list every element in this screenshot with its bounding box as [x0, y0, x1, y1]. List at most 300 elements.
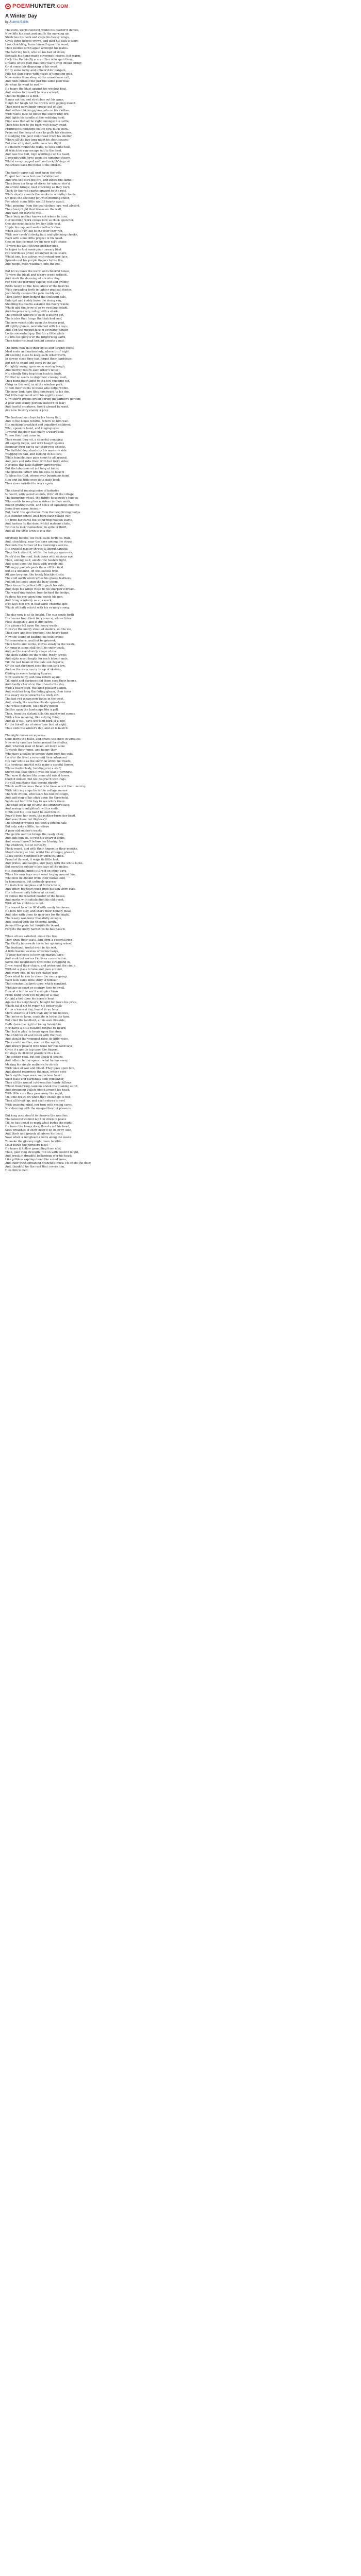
- poem-line: The wife within, who hears his hollow cough,: [5, 792, 69, 796]
- poemhunter-logo-icon: [5, 4, 11, 9]
- poem-line: The humming wheel, the thrifty housewife's tongue,: [5, 497, 79, 500]
- poem-line: And without looking-glass puts on his clothes.: [5, 109, 70, 113]
- poem-line: Heigh ho! heigh ho! he drawls with gaping mouth,: [5, 101, 77, 105]
- poem-line: Howe'er the merry shout of skaters, on the ice,: [5, 628, 72, 632]
- poem-line: But let us leave the warm and cheerful house,: [5, 270, 70, 274]
- poem-line: Who scolds to keep her maidens to their work,: [5, 500, 71, 504]
- poem-line: He feels how helpless and forlorn he is,: [5, 884, 61, 887]
- author-link[interactable]: Joanna Baillie: [9, 21, 29, 24]
- poem-line: Then from her heap of sticks for winter stor'd,: [5, 182, 71, 185]
- poem-line: Nor goes this little flattery unrewarded.: [5, 464, 62, 467]
- poem-line: With peaceful mind, nor torn with vexing cares,: [5, 1103, 73, 1107]
- poem-line: Is heard, with varied sounds, thro' all the village.: [5, 493, 75, 496]
- poem-line: When all is o'er, out to the door they run,: [5, 230, 63, 233]
- poem-line: When all are satisfied, about the fire: [5, 935, 57, 939]
- poem-line: Or by some lucky and unlook'd-for bargain,: [5, 69, 67, 73]
- poem-stanza: [5, 29, 180, 168]
- poem-line: Whilst thund'ring cannons shook the quaking earth,: [5, 1085, 79, 1089]
- poem-line: And bitter, big tears gush from his dim-worn eyes.: [5, 888, 76, 891]
- poem-line: Or on a harvest day, bound in an hour: [5, 1008, 59, 1012]
- poem-line: The faithful dog stands by his master's side: [5, 449, 67, 452]
- poem-line: Lo, o'er the frost a reverend form advances!: [5, 756, 68, 759]
- poem-line: And purs and rubs them with her furry sides;: [5, 460, 69, 464]
- poem-line: Just faintly colours the pale muddy sky.: [5, 292, 61, 295]
- poem-line: The lab'ring hind, who on his bed of straw,: [5, 50, 65, 54]
- poem-line: And seeing it enlighten'd with a smile,: [5, 807, 59, 810]
- poem-line: And, as the ever-hourly shape of eve: [5, 650, 57, 653]
- poem-line: Fastens his eye upon him, points his gun,: [5, 595, 63, 599]
- poem-line: And marks with satisfaction his old guest,: [5, 899, 64, 902]
- poem-line: The children sit and listen with the rest;: [5, 1033, 62, 1037]
- poem-line: Till night and darkness bid them seek their homes.: [5, 679, 77, 683]
- poem-line: And prates, and laughs, and plays with the white locks.: [5, 862, 84, 866]
- poem-line: Rests heavy on the hills; and o'er the heav'ns: [5, 284, 69, 288]
- poem-line: Where all the live-long night he slept secure;: [5, 138, 69, 142]
- poem-line: Low, chuckling, turns himself upon the roost,: [5, 43, 69, 47]
- poem-line: His beams from their fiery source, whose tides: [5, 617, 71, 621]
- poem-line: With a heavy sigh, the aged peasant stands,: [5, 686, 68, 690]
- poem-line: And should the youngest raise its little voice,: [5, 1037, 69, 1041]
- poem-line: To view the bleak and dreary scene without,: [5, 274, 68, 277]
- poem-line: An armful brings; loud crackling as they burn,: [5, 186, 71, 190]
- poem-line: Stretches his neck and claps his heavy wings,: [5, 36, 70, 40]
- poem-line: Tho' ne'er so keen, could do in twice the time.: [5, 1015, 71, 1019]
- poem-stanza: [5, 416, 180, 486]
- poem-line: The gentle matron brings the ready chair,: [5, 833, 64, 836]
- poem-line: Yet find no seeds to stop their craving want,: [5, 376, 68, 379]
- poem-line: Whose feeble body, bending o'er a staff,: [5, 767, 61, 770]
- poem-line: Then, from the distant hills the night-wind comes,: [5, 712, 76, 716]
- poem-line: Which fail'd not to repay his better skill:: [5, 1005, 62, 1008]
- poem-line: On goes the seething pot with morning cheer,: [5, 197, 70, 200]
- poem-line: And all is still, save the faint bark of a dog,: [5, 719, 66, 723]
- poem-line: Or hung in some chill drift his snow-track,: [5, 646, 65, 650]
- poem-line: Each tells some little story of himself,: [5, 979, 59, 982]
- poem-line: Are now to ev'ry enemy a prey.: [5, 409, 49, 412]
- poem-line: Now lifts his beak and snuffs the morning air,: [5, 32, 70, 36]
- poem-line: Such sights have seen, and whose heart: [5, 1074, 62, 1077]
- poem-line: But long accustom'd to observe the weather,: [5, 1114, 68, 1117]
- poem-line: With new comb'd sleeky hair, and glist'ning cheeks,: [5, 233, 78, 237]
- poem-line: And peeps, most wishfully, into the pot.: [5, 263, 61, 266]
- poem-line: Looks somewhat gay. But for a little while: [5, 332, 64, 335]
- poem-line: Then turns his yellow bill to peck his side,: [5, 584, 65, 588]
- poem-line: And, slowly, the sombre clouds spread o'er: [5, 701, 65, 705]
- poem-line: The weary wanderer thankfully accepts,: [5, 917, 62, 920]
- poem-line: Rough grating cards, and voice of squalling children: [5, 504, 79, 507]
- poem-line: And on the ice a merry troop of skaters,: [5, 668, 62, 672]
- poem-line: Re-echoes back the noise of his strokes.: [5, 164, 62, 167]
- poem-line: Full oft he looks upon the busy scene,: [5, 581, 59, 584]
- poem-line: His gleams fall upon the hoary waste;: [5, 624, 59, 628]
- poem-line: The grateful father lifts his eyes to heav'n: [5, 471, 64, 474]
- poem-line: Sends out her little boy to see who's there.: [5, 800, 66, 803]
- poem-line: Cloth'd indeed, but not disgrac'd with rags,: [5, 778, 67, 782]
- poem-line: From being trick'd in buying of a cow;: [5, 993, 59, 997]
- poem-line: Chirp on the roof, or at the window peck,: [5, 383, 63, 387]
- poem-line: Till time draws on when they should go to bed;: [5, 1096, 72, 1099]
- poem-line: All lightly glance, new kindled with his rays;: [5, 325, 68, 328]
- byline-prefix: by: [5, 21, 9, 24]
- poem-line: Tho' now it shakes like some old ruin'd tower.: [5, 774, 70, 778]
- poem-line: The husbandman lays by his heavy flail,: [5, 416, 61, 419]
- site-logo[interactable]: [5, 3, 69, 10]
- poem-line: Rous'd from her work, the mother turns her head,: [5, 815, 76, 818]
- poem-line: A poor old soldier's wants.: [5, 829, 43, 833]
- poem-line: And sighs most deeply, for each labour ends,: [5, 657, 69, 661]
- poem-line: The icicles that fringe the thatched roof,: [5, 317, 62, 321]
- poem-line: And now the flail, high whirling o'er his head,: [5, 153, 70, 157]
- poem-stanza: [5, 347, 180, 413]
- poem-line: His hair white as the snow on which he treads,: [5, 759, 72, 763]
- poem-line: The wand'ring fowler, from behind the hedge,: [5, 591, 70, 595]
- logo-poem-text: POEM: [12, 3, 30, 9]
- poem-line: The birds now quit their holes and lurking sheds,: [5, 347, 75, 350]
- poem-line: Whilst one, less active, with round rosy face,: [5, 255, 69, 259]
- poem-line: Then, aiming well, amidst the feeders light,: [5, 558, 67, 562]
- poem-line: Or the sad shepherd sees the sun sink low,: [5, 665, 65, 668]
- poem-line: The careful mother, ever on the watch,: [5, 1041, 60, 1044]
- poem-line: Gives it a gentle tap upon the fingers,: [5, 1048, 59, 1052]
- poem-line: Or lightly swing upon some waving bough,: [5, 365, 65, 368]
- poem-line: But at a distance, on the leafless tree,: [5, 569, 59, 573]
- poem-line: Her morning work comes now so thick upon her.: [5, 218, 74, 222]
- poem-line: Such feats and hardships doth remember,: [5, 1077, 64, 1081]
- poem-line: Spreads out his purple fingers to the fire,: [5, 259, 64, 262]
- poem-line: Gives three hoarse crows, and glad his task is done;: [5, 40, 79, 43]
- poem-line: Then, gath'ring strength, roll on with doubl'd might,: [5, 1150, 79, 1154]
- poem-line: And mark the dawning of a winter day.: [5, 277, 60, 281]
- poem-line: Then hides his head behind a misty cloud.: [5, 339, 65, 343]
- logo-com-text: .COM: [55, 4, 69, 9]
- poem-line: Most mute and melancholy, where thro' night: [5, 350, 70, 354]
- poem-line: More sheaves of corn than any of his fellows,: [5, 1012, 69, 1015]
- poem-line: Some idle neighbours now come straggling in,: [5, 960, 71, 964]
- poem-line: All woe be-gone, the lonely blackbird sits;: [5, 573, 64, 577]
- poem-line: He turns the heavy door, thrusts out his head,: [5, 1125, 70, 1129]
- poem-line: Printing his footsteps on the new-fall'n snow.: [5, 127, 69, 131]
- poem-line: Holds out his little hand to lead him in.: [5, 811, 60, 815]
- poem-line: And finds himself but just the same poor man: [5, 80, 70, 83]
- poem-line: To make the gloomy night more terrible.: [5, 1140, 62, 1143]
- poem-line: Beneath his home-made coverings, coarse, but warm,: [5, 54, 81, 58]
- poem-line: Enlarg'd and ruddy looks the rising sun,: [5, 299, 62, 302]
- poem-line: The labourer cannot lay him down in peace: [5, 1117, 67, 1121]
- poem-line: Then hies him to the barn with heavy tread;: [5, 124, 68, 127]
- poem-line: Towards the door cast many a weary look: [5, 431, 64, 434]
- poem-line: Or at some fair disposing of his wool,: [5, 65, 58, 69]
- poem-line: Strutting before, the cock leads forth his train,: [5, 537, 72, 540]
- poem-line: Wide spreading forth in lighter gradual shades,: [5, 288, 73, 292]
- poem-line: And always pleas'd with what her husband says,: [5, 1045, 74, 1048]
- poem-line: To bear her eggs to town on market days;: [5, 953, 64, 957]
- poem-line: Which gild the brow of ev'ry swelling height,: [5, 307, 69, 310]
- poem-line: The night comes on a-pace—: [5, 734, 46, 738]
- poem-line: That he might lie a-bed.—: [5, 94, 42, 98]
- poem-line: Then sure and less frequent, the heavy hand: [5, 632, 68, 635]
- poem-line: Their busy mother knows not where to turn,: [5, 215, 68, 218]
- poem-line: And first she stirs the fire, and blows the flame,: [5, 178, 73, 182]
- poem-line: The day now is at its height. The sun sends forth: [5, 614, 74, 617]
- poem-line: Wagging his tail, and looking in his face;: [5, 452, 62, 456]
- poem-line: Till he has look'd to mark what bodes the night.: [5, 1122, 73, 1125]
- poem-line: But only asks a little, to relieve: [5, 825, 50, 829]
- poem-line: Doth claim the right of being listen'd to;: [5, 1023, 62, 1026]
- poem-line: They flock about it, whilst the hungry sparrows,: [5, 551, 73, 555]
- poem-line: The last red gleam now fades in the west,: [5, 698, 64, 701]
- poem-line: Reminds the farmer of his morning's service.: [5, 544, 69, 548]
- poem-line: And, whether man or beast, all move alike: [5, 745, 65, 749]
- poem-line: Perch'd on the roof, look down with envious eye,: [5, 555, 74, 558]
- poem-line: But now afrighted, with uncertain flight: [5, 142, 62, 145]
- poem-line: The new-swept slide upon the frozen pool,: [5, 321, 65, 325]
- poem-line: And lights his candle at the reddning coal;: [5, 116, 65, 120]
- poem-line: Around the plain but hospitable board,: [5, 924, 60, 927]
- poem-line: Thick fly the red sparks upward to the roof,: [5, 190, 67, 193]
- poem-line: Shooting his beams askance the hoary waste,: [5, 303, 70, 307]
- poem-line: Now wakes from sleep at the unwelcome call,: [5, 76, 70, 80]
- poem-stanza: [5, 172, 180, 266]
- poem-line: It may not be; and stretches out his arms,: [5, 98, 64, 101]
- poem-line: His honest heart is fill'd with manly kindness;: [5, 906, 70, 909]
- poem-line: Shews still that once it was the seat of strength,: [5, 771, 74, 774]
- poem-line: But the laborious sit not long at table;: [5, 467, 59, 471]
- poem-stanza: [5, 614, 180, 731]
- poem-line: As when he went to rest.—: [5, 83, 43, 87]
- poem-stanza: [5, 489, 180, 533]
- poem-line: The child looks up to view the stranger's face,: [5, 803, 71, 807]
- poem-line: And claps his wings close to his sharpen'd breast.: [5, 588, 76, 591]
- poem-line: Then turns and works, moves slowly in the waste,: [5, 642, 76, 646]
- poem-line: Draw round their chairs, and widen out the circle.: [5, 964, 76, 968]
- poem-line: Or the far-off cry of some lone bird of night.: [5, 723, 68, 726]
- poem-line: Then slowly from behind the southern hills,: [5, 295, 67, 299]
- poem-line: And seize upon the feast with greedy bill,: [5, 562, 64, 566]
- poem-line: Whether in court or country, love to dwell.: [5, 986, 65, 990]
- poem-line: In comes the wearied master of the house,: [5, 895, 65, 899]
- poem-line: No; silently they hop from bush to bush,: [5, 372, 62, 376]
- poem-line: To tell their wants to those who lodge within.: [5, 387, 69, 391]
- poem-line: He hears the blast against his window beat,: [5, 87, 68, 91]
- poem-line: Nor dares a little bawling tongue be heard,: [5, 1026, 67, 1030]
- poem-line: While humble puss pays court to all around,: [5, 456, 68, 460]
- poem-line: The thrifty housewife turns her spinning wheel;: [5, 942, 73, 946]
- poem-line: And, chuckling, near the barn among the straw,: [5, 540, 73, 544]
- poem-line: And to the house returns, where on him wait: [5, 420, 69, 423]
- poem-line: The cheery light that blazes on the wall,: [5, 208, 62, 211]
- poem-line: Or stops its ill-tim'd prattle with a kiss.: [5, 1052, 60, 1056]
- poem-line: All eagerly begin, and with heap'd spoons: [5, 442, 64, 445]
- poem-line: And fearful creatures, forc'd abroad by want,: [5, 405, 69, 409]
- poem-line: And all the little town is in a stir.: [5, 529, 52, 533]
- poem-line: Does what he can to cheer the merry group.: [5, 975, 68, 979]
- poem-line: Which well becomes those who have serv'd their country.: [5, 785, 86, 789]
- poem-line: Now seem to fly, and now return again,: [5, 675, 61, 679]
- poem-line: Chill blows the blast, and drives the snow in wreaths;: [5, 738, 81, 741]
- poem-line: Him and his little ones doth daily feed;: [5, 478, 60, 482]
- poem-line: Unpin his cap, and seek another's shoe.: [5, 226, 61, 230]
- poem-line: For which some little wistful hearts await;: [5, 200, 65, 204]
- poem-line: Which oft hath echo'd with his ev'ning's song.: [5, 606, 70, 609]
- poem-line: He hears it hollow grumbling from afar,: [5, 1147, 61, 1150]
- poem-line: Yet somewhere, and but be grieved,: [5, 639, 56, 642]
- poem-line: The cheerful rousing noise of industry: [5, 489, 59, 493]
- poem-line: Till angry partlets peck them off the field.: [5, 566, 64, 569]
- poem-line: Then all the wound cold-weather hardy fellows: [5, 1081, 72, 1084]
- poem-line: To see their dad come in.: [5, 434, 41, 438]
- poem-stanza: [5, 935, 180, 1111]
- poem-line: In downy sleep they had forgot their hardships;: [5, 358, 73, 361]
- poem-line: A poor and scanty portion snatch'd in fear;: [5, 401, 66, 405]
- poem-line: With rueful face he blows the smoth'ring fire,: [5, 113, 70, 116]
- poem-line: Without a glass to take and pass around,: [5, 968, 63, 972]
- poem-line: With tales of war and blood. They gaze upon him,: [5, 1066, 75, 1070]
- poem-line: Proud of its seat, it wags its little feet,: [5, 858, 59, 862]
- poem-line: Dislodging the poor red-breast from his shelter,: [5, 134, 73, 138]
- poem-line: The children, full of curiosity,: [5, 843, 47, 847]
- poem-line: Lock'd in the kindly arms of her who spun them,: [5, 58, 74, 61]
- site-logo-text: [12, 3, 69, 9]
- poem-body: [5, 29, 180, 1176]
- poem-line: His smoking breakfast and impatient children;: [5, 423, 71, 427]
- poem-line: He bids him stay, and share their homely meal,: [5, 909, 72, 913]
- poem-line: They draw their seats, and form a cheerful ring.: [5, 939, 73, 942]
- poem-line: But, hark! the sportsman from the neighb'ring hedge: [5, 511, 80, 515]
- poem-line: At which he may escape out to the frost.: [5, 149, 62, 153]
- poem-line: And deepen every valley with a shade.: [5, 310, 60, 314]
- poem-line: To quit her mean but comfortable bed.: [5, 175, 60, 178]
- poem-line: Save when a red gleam shoots along the waste: [5, 1136, 72, 1140]
- poem-line: And their wide-spreading branches crack. He shuts the door,: [5, 1162, 91, 1165]
- poem-stanza: [5, 537, 180, 610]
- poem-line: And almost reverence the man, whose eyes: [5, 1070, 67, 1074]
- poem-line: Issue from every house.—: [5, 507, 42, 511]
- poem-line: And every one, in his own native way,: [5, 972, 58, 975]
- poem-line: But little burthen'd with his nightly meal: [5, 394, 63, 398]
- poem-line: His thunder sends! loud bark each village cur;: [5, 515, 71, 518]
- poem-line: His forehead mark'd with many a careful furrow,: [5, 763, 74, 767]
- poem-line: The cock, warm roosting 'midst his feather'd dames,: [5, 29, 79, 32]
- poem-line: Up from her cards the wond'ring maiden starts,: [5, 518, 73, 522]
- poem-title: A Winter Day: [5, 13, 37, 19]
- poem-line: Against his neighbour's, bought for twice his price,: [5, 1001, 78, 1004]
- poem-line: His grateful master throws a liberal handful;: [5, 548, 69, 551]
- poem-line: While slowly mounts the smoke in wreathy clouds.: [5, 193, 77, 197]
- poem-line: The husband, useful even in his rest,: [5, 946, 57, 950]
- poem-line: The whole horizon, till a heavy gloom: [5, 705, 58, 708]
- poem-line: He flutters round the walls, to seek some hole,: [5, 146, 71, 149]
- poem-line: To view his well-set trap another hies,: [5, 244, 59, 248]
- poem-line: One on the ice must try his new sol'd shoes:: [5, 241, 68, 244]
- poem-line: He lifts his glory o'er the bright'ning earth,: [5, 335, 67, 339]
- poem-line: Nor dancing with the unequal beat of pleasure.: [5, 1107, 72, 1110]
- poem-header: [5, 13, 37, 24]
- poem-stanza: [5, 734, 180, 931]
- poem-line: Then bend their flight to the low smoking cot,: [5, 380, 70, 383]
- poem-line: Takes up the youngest boy upon his knee.: [5, 855, 64, 858]
- poem-line: Tho' but in play, to break upon the story.: [5, 1030, 62, 1033]
- poem-line: Each with some little project in his head.: [5, 237, 63, 241]
- poem-line: And patt'ring of his stick upon the threshold,: [5, 796, 69, 800]
- poem-line: And firing wantonly as at a mark,: [5, 599, 53, 602]
- poem-line: And sees them, not ill-pleas'd.: [5, 818, 48, 822]
- poem-line: Forgets the many hardships he has pass'd.: [5, 928, 65, 931]
- poem-line: The stranger whines not with a piteous tale,: [5, 822, 68, 825]
- logo-hunter-text: HUNTER: [30, 3, 56, 9]
- poem-line: He still maintains that decent dignity: [5, 782, 58, 785]
- poem-line: Who now lie distant from their native land: [5, 876, 65, 880]
- poem-line: Who have a house to screen them from the cold.: [5, 752, 74, 756]
- poem-line: His thoughtful mind is turn'd on other days,: [5, 869, 68, 873]
- poem-line: And break in dreadful bellowings o'er his head;: [5, 1154, 72, 1158]
- poem-line: And tells in better speech what he has seen;: [5, 1059, 68, 1063]
- poem-line: That constant subject upon which mankind,: [5, 982, 67, 986]
- poem-line: Hies him to bed.: [5, 1169, 29, 1173]
- poem-line: Who, spoon in hand, and longing eyes,: [5, 427, 60, 431]
- poem-line: Besmear from ear to ear their rosy cheeks.: [5, 445, 66, 449]
- poem-line: The soldier next, but not unask'd, begins,: [5, 1056, 64, 1059]
- poem-line: Descends with force upon the jumping sheave,: [5, 157, 71, 160]
- poem-line: Whilst every rugged wall, and neighb'ring cot: [5, 160, 70, 164]
- poem-line: Stand staring at him; whilst the stranger, pleas'd,: [5, 851, 75, 855]
- poem-line: The cold north wind ruffles his glossy feathers;: [5, 577, 72, 581]
- poem-line: In honourable, but untimely graves:: [5, 880, 56, 884]
- poem-line: Thus ends the winter's day, and all is hush'd.: [5, 726, 69, 730]
- poem-line: And bids him sit, to rest his weary'd limbs,: [5, 836, 65, 840]
- poem-line: And warm himself before her blazing fire.: [5, 840, 64, 843]
- poem-line: And black and grumly all above his head,: [5, 1132, 63, 1136]
- poem-byline: [5, 20, 37, 24]
- poem-line: Of wither'd greens grubb'd from the farmer's garden;: [5, 398, 81, 401]
- poem-line: But not to chant and carol in the air,: [5, 361, 57, 365]
- poem-line: With tott'ring steps he to the cottage moves:: [5, 789, 69, 792]
- poem-line: Then most unwillingly creeps out of bed,: [5, 105, 63, 109]
- poem-line: Then all break up, and each retires to rest: [5, 1099, 65, 1103]
- poem-stanza: [5, 1114, 180, 1173]
- poem-line: The crusted window of each scatter'd cot,: [5, 314, 64, 317]
- poem-line: Gliding in ever-changing figures,: [5, 672, 52, 675]
- poem-line: The dark outline on the white, frosty lawns;: [5, 654, 67, 657]
- poem-line: With all his children round.: [5, 902, 44, 906]
- poem-line: Then round they sit, a cheerful company;: [5, 438, 63, 442]
- poem-line: Till the last beam of the pale sun departs;: [5, 661, 64, 665]
- poem-line: The fam'ly cares call next upon the wife: [5, 171, 62, 175]
- poem-line: First sees that all be right amongst his cattle,: [5, 120, 70, 124]
- poem-line: And merrily return each other's notes;: [5, 368, 60, 372]
- poem-line: With little care they pass away the night,: [5, 1092, 63, 1096]
- poem-line: And work but serves t'enliven conversation.: [5, 957, 68, 960]
- poem-line: And watches long the fading gleam, then turns: [5, 690, 72, 693]
- poem-line: But chief the landlord, at his own fire-side,: [5, 1019, 66, 1023]
- poem-line: A little basket weaves of willow twigs,: [5, 950, 59, 953]
- poem-line: From out the heap of corn he pulls his sheaves,: [5, 131, 72, 134]
- poem-line: Towards their home, and happy they: [5, 749, 57, 752]
- poem-line: And fondly cherish in their hearts the day.: [5, 683, 65, 686]
- poem-stanza: [5, 270, 180, 343]
- poem-line: One she must help to tye her little coat,: [5, 222, 61, 226]
- poem-line: When his own boys were wont to play around him,: [5, 873, 77, 876]
- poem-line: Now ev'ry creature looks around for shelter,: [5, 741, 68, 745]
- poem-line: Making his simple audience to shrink: [5, 1063, 58, 1066]
- poem-line: Or laid a bet upon his horse's head: [5, 997, 55, 1001]
- poem-line: His weary steps towards his lowly cot.: [5, 694, 59, 698]
- poem-line: Flock round, and with their fingers in their mouths,: [5, 848, 78, 851]
- poem-line: (No worthless prize) entangled in his snare;: [5, 251, 68, 255]
- poem-line: And bawl for leave to rise.—: [5, 211, 45, 215]
- poem-line: Who, peeping from the bed-clothes, spy, well pleas'd,: [5, 204, 80, 208]
- poem-line: For now the morning vapour, red and grumly,: [5, 281, 70, 284]
- poem-line: In hopes to find some poor unwary bird: [5, 248, 61, 251]
